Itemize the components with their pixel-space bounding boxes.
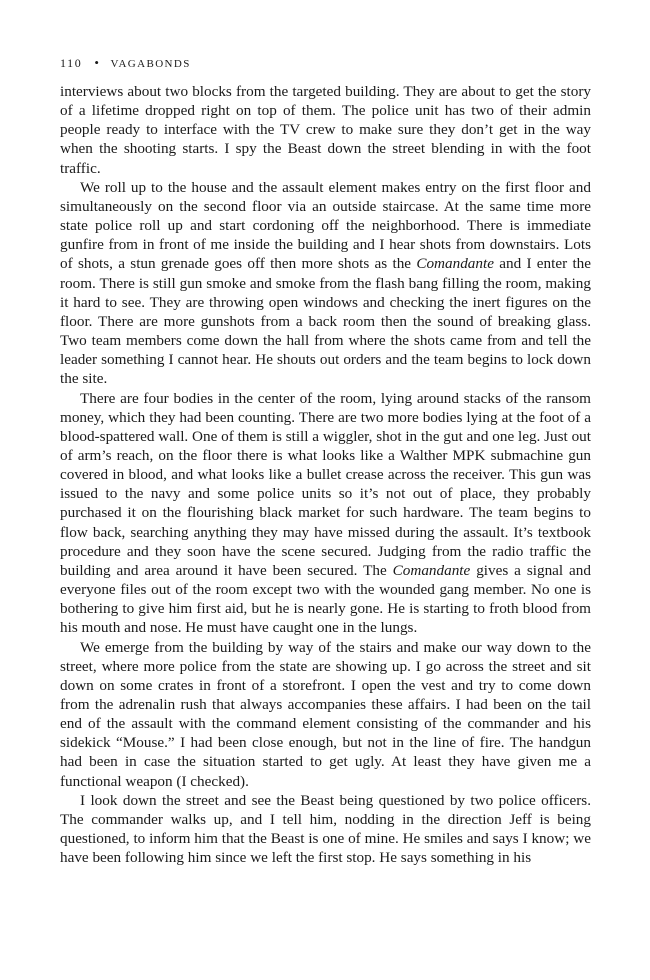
paragraph-text: We roll up to the house and the assault element makes entry on the first floor and simultaneously on the second floor via an outside staircase. At the same time more state police roll up and start cordoning off the neighborhood. There is immediate gunfire from in front of me inside the building and I hear shots from downstairs. Lots of shots, a stun grenade goes off then more shots as the <box>60 178 591 273</box>
paragraph <box>60 389 591 638</box>
page-number: 110 <box>60 56 83 70</box>
book-page <box>60 52 591 867</box>
paragraph <box>60 178 591 389</box>
paragraph-text: and I enter the room. There is still gun smoke and smoke from the flash bang filling the room, making it hard to see. They are throwing open windows and checking the inert figures on the floor. There are more gunshots from a back room then the sound of breaking glass. Two team members come down the hall from where the shots came from and tell the leader something I cannot hear. He shouts out orders and the team begins to lock down the site. <box>60 255 591 388</box>
paragraph-text: interviews about two blocks from the targeted building. They are about to get the story of a lifetime dropped right on top of them. The police unit has two of their admin people ready to interface with the TV crew to make sure they don’t get in the way when the shooting starts. I spy the Beast down the street blending in with the foot traffic. <box>60 83 591 177</box>
running-header <box>60 52 591 74</box>
paragraph <box>60 638 591 791</box>
italic-term: Comandante <box>416 255 494 273</box>
header-separator-bullet: • <box>94 55 101 70</box>
italic-term: Comandante <box>392 561 471 579</box>
paragraph-text: There are four bodies in the center of the room, lying around stacks of the ransom money, which they had been counting. There are two more bodies lying at the foot of a blood-spattered wall. One of them is still a wiggler, shot in the gut and one leg. Just out of arm’s reach, on the floor there is what looks like a Walther MPK submachine gun covered in blood, and what looks like a bullet crease across the receiver. This gun was issued to the navy and some police units so it’s not out of place, they probably purchased it on the flourishing black market for such hardware. The team begins to flow back, searching anything they may have missed during the assault. It’s textbook procedure and they soon have the scene secured. Judging from the radio traffic the building and area around it have been secured. The <box>60 389 591 579</box>
paragraph <box>60 791 591 868</box>
book-title: VAGABONDS <box>110 58 191 70</box>
paragraph <box>60 82 591 178</box>
body-text <box>60 82 591 867</box>
paragraph-text: We emerge from the building by way of the stairs and make our way down to the street, where more police from the state are showing up. I go across the street and sit down on some crates in front of a storefront. I open the vest and try to come down from the adrenalin rush that always accompanies these affairs. I had been on the tail end of the assault with the command element consisting of the commander and his sidekick “Mouse.” I had been close enough, but not in the line of fire. The handgun had been in case the situation started to get ugly. At least they have given me a functional weapon (I checked). <box>60 638 591 790</box>
paragraph-text: gives a signal and everyone files out of the room except two with the wounded gang member. No one is bothering to give him first aid, but he is nearly gone. He is starting to froth blood from his mouth and nose. He must have caught one in the lungs. <box>60 561 591 637</box>
paragraph-text: I look down the street and see the Beast being questioned by two police officers. The commander walks up, and I tell him, nodding in the direction Jeff is being questioned, to inform him that the Beast is one of mine. He smiles and says I know; we have been following him since we left the first stop. He says something in his <box>60 791 591 867</box>
